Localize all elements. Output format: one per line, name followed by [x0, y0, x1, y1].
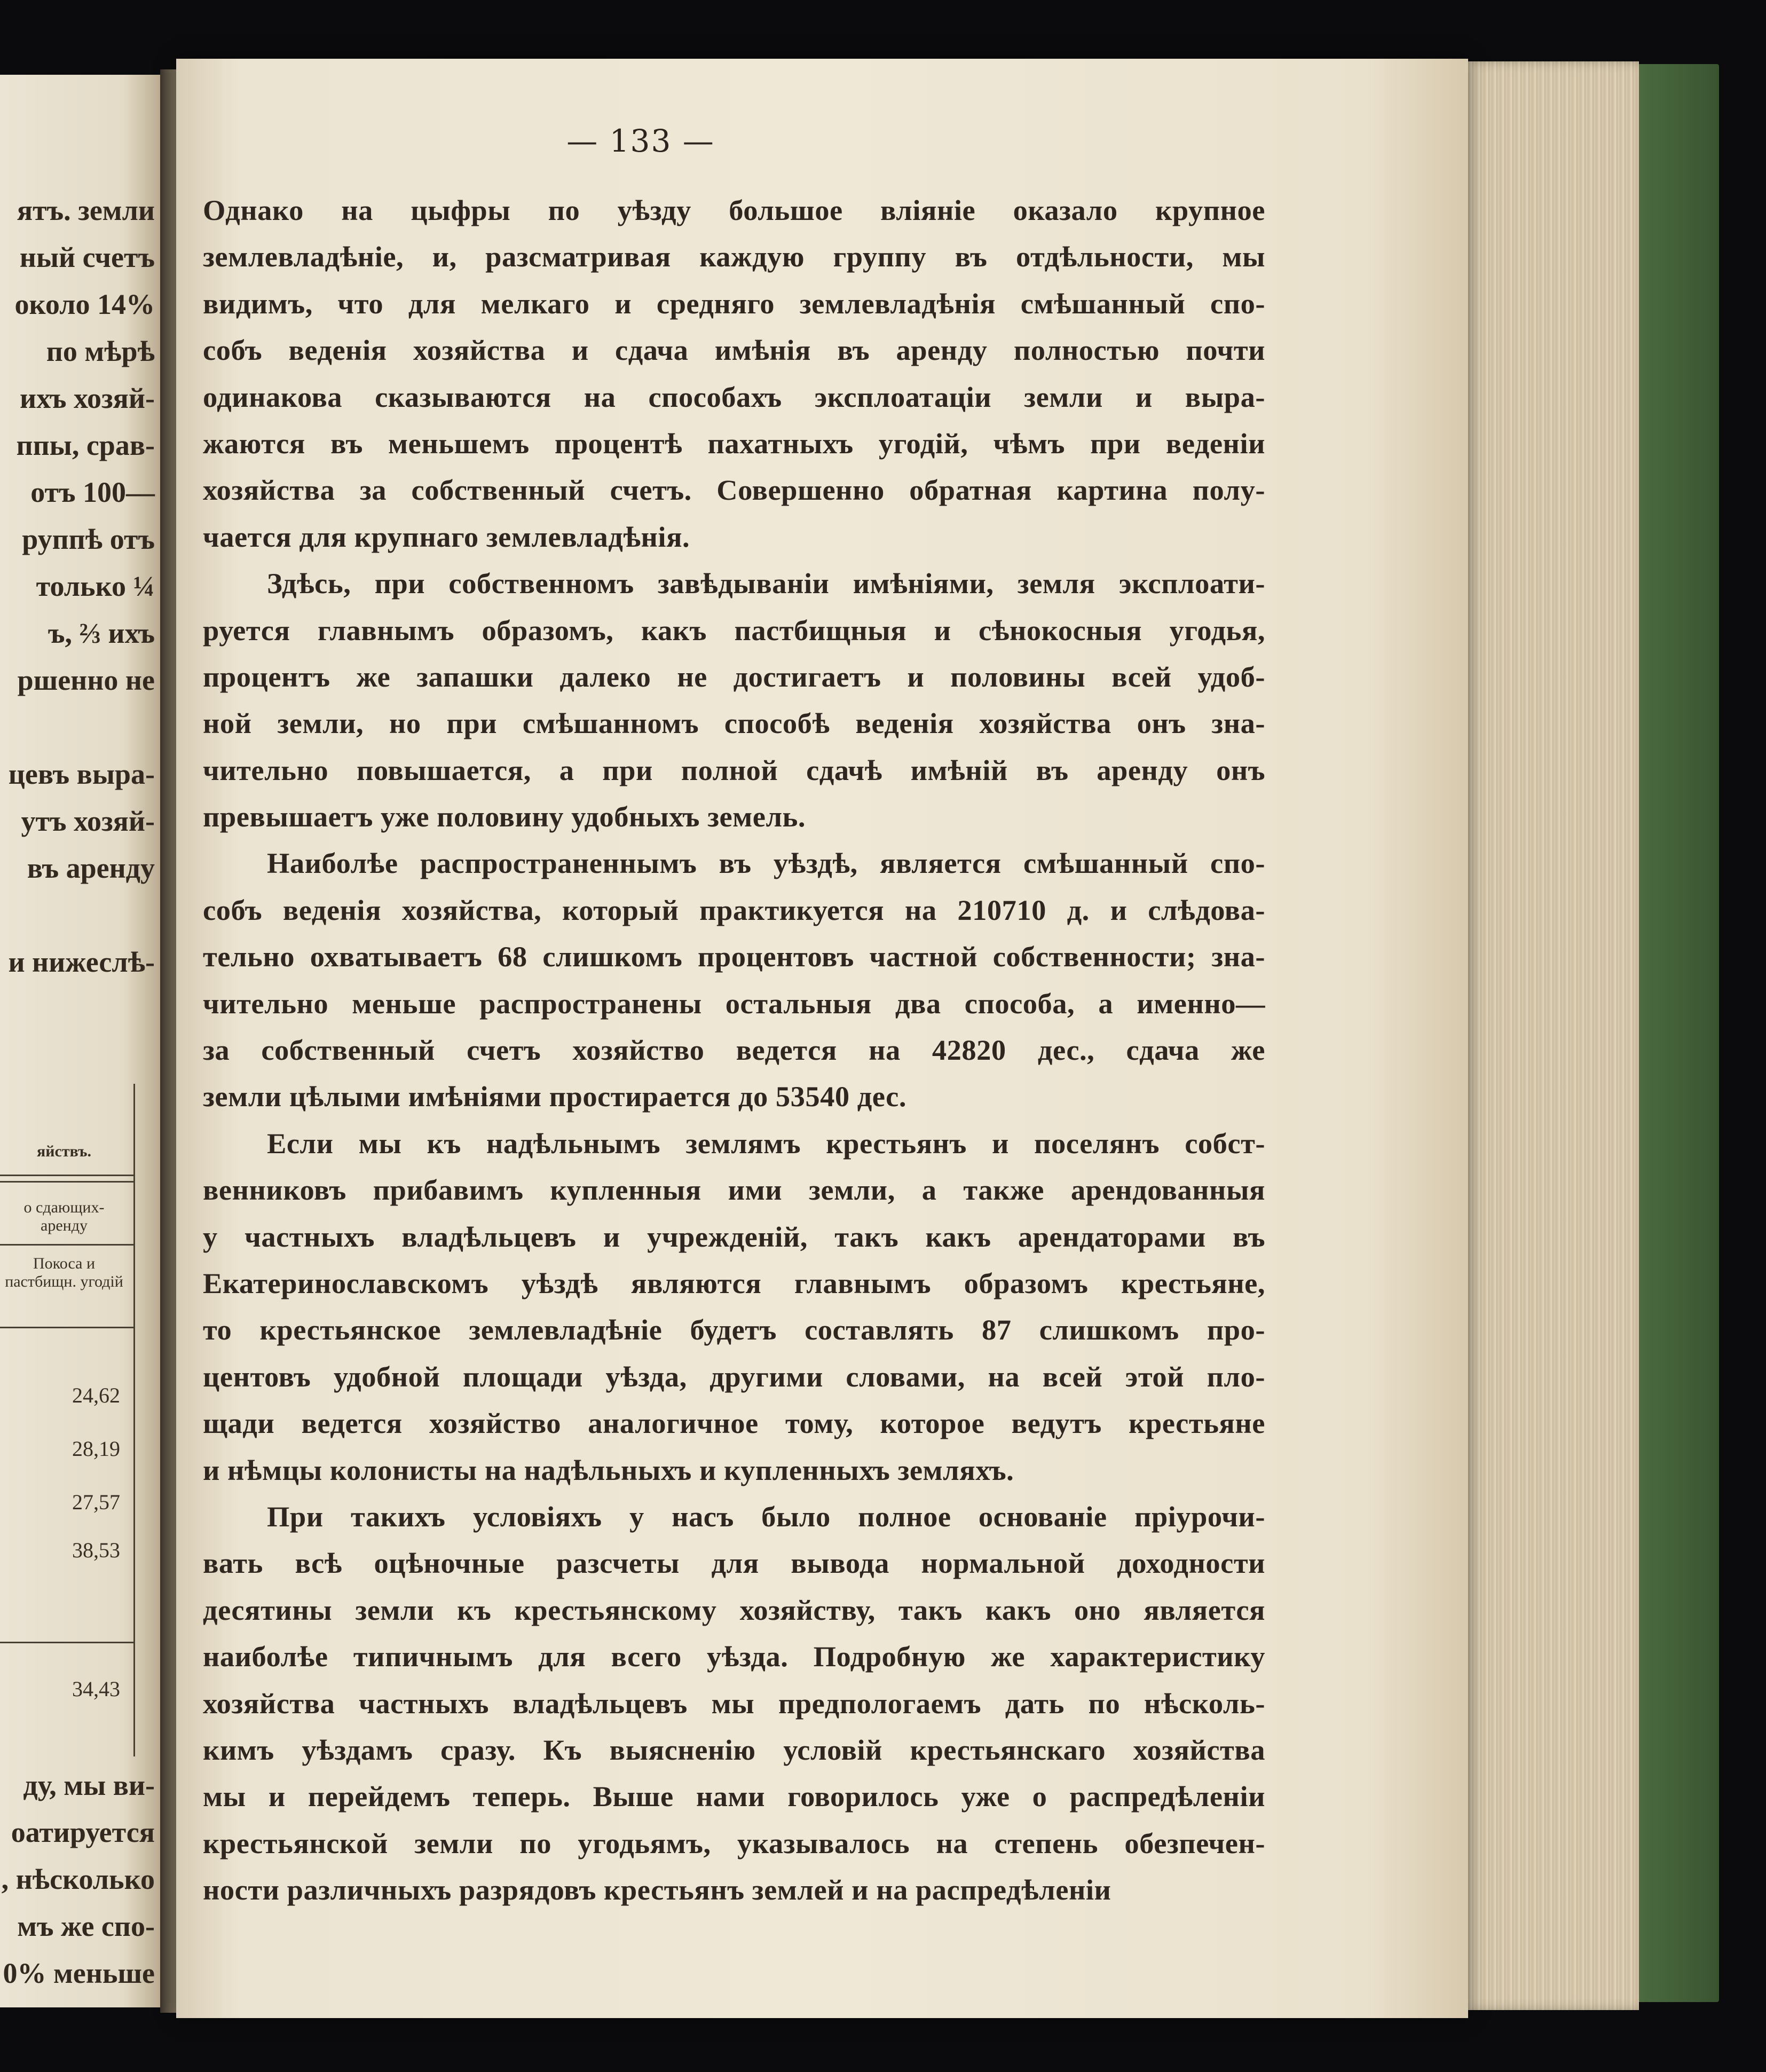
left-text-fragment: ду, мы ви- — [23, 1769, 155, 1801]
text-line: процентъ же запашки далеко не достигаетъ и половины всей удоб- — [203, 660, 1265, 693]
table-value: 34,43 — [72, 1677, 120, 1701]
text-line: за собственный счетъ хозяйство ведется на 42820 дес., сдача же — [203, 1034, 1265, 1067]
text-line: крестьянской земли по угодьямъ, указывалось на степень обезпечен- — [203, 1826, 1265, 1860]
main-page — [176, 59, 1468, 2018]
left-text-fragment: ный счетъ — [19, 241, 155, 273]
left-text-fragment: мъ же спо- — [17, 1910, 155, 1942]
left-text-fragment: отъ 100— — [30, 476, 155, 508]
left-text-fragment: ихъ хозяй- — [20, 382, 155, 414]
body-text — [203, 187, 1265, 1913]
table-sub-col: Покоса и пастбищн. угодій — [5, 1255, 123, 1290]
page-number: — 133 — — [566, 123, 715, 159]
left-page-text-bottom — [0, 1762, 160, 1997]
text-line: мы и перейдемъ теперь. Выше нами говорилось уже о распредѣленіи — [203, 1780, 1265, 1813]
text-line: собъ веденія хозяйства и сдача имѣнія въ аренду полностью почти — [203, 334, 1265, 367]
text-line: Екатеринославскомъ уѣздѣ являются главнымъ образомъ крестьяне, — [203, 1266, 1265, 1299]
left-text-fragment: и нижеслѣ- — [8, 946, 155, 978]
text-line: то крестьянское землевладѣніе будетъ составлять 87 слишкомъ про- — [203, 1313, 1265, 1346]
text-line: щади ведется хозяйство аналогичное тому, которое ведутъ крестьяне — [203, 1407, 1265, 1440]
text-line: собъ веденія хозяйства, который практикуется на 210710 д. и слѣдова- — [203, 893, 1265, 926]
table-value: 38,53 — [72, 1538, 120, 1562]
text-line: При такихъ условіяхъ у насъ было полное основаніе пріурочи- — [267, 1500, 1265, 1533]
text-line: и нѣмцы колонисты на надѣльныхъ и купленныхъ земляхъ. — [203, 1453, 1014, 1486]
text-line: наиболѣе типичнымъ для всего уѣзда. Подробную же характеристику — [203, 1640, 1265, 1673]
table-value: 27,57 — [72, 1490, 120, 1514]
text-line: венниковъ прибавимъ купленныя ими земли, а также арендованныя — [203, 1173, 1265, 1207]
text-line: у частныхъ владѣльцевъ и учрежденій, такъ какъ арендаторами въ — [203, 1220, 1265, 1253]
left-page-table — [0, 1084, 135, 1756]
left-text-fragment: утъ хозяй- — [21, 805, 155, 837]
text-line: руется главнымъ образомъ, какъ пастбищныя и сѣнокосныя угодья, — [203, 613, 1265, 647]
table-header-col: о сдающих- аренду — [23, 1199, 105, 1234]
table-header-top: яйствъ. — [36, 1143, 91, 1160]
table-value: 28,19 — [72, 1437, 120, 1461]
text-line: превышаетъ уже половину удобныхъ земель. — [203, 800, 806, 833]
text-line: десятины земли къ крестьянскому хозяйству, такъ какъ оно является — [203, 1593, 1265, 1626]
left-text-fragment: ппы, срав- — [16, 429, 155, 461]
text-line: землевладѣніе, и, разсматривая каждую группу въ отдѣльности, мы — [203, 240, 1265, 273]
text-line: Здѣсь, при собственномъ завѣдываніи имѣніями, земля эксплоати- — [267, 567, 1265, 600]
left-text-fragment: въ аренду — [27, 852, 155, 884]
left-text-fragment — [0, 704, 160, 751]
text-line: Если мы къ надѣльнымъ землямъ крестьянъ и поселянъ собст- — [267, 1126, 1265, 1160]
text-line: чительно меньше распространены остальныя два способа, а именно— — [203, 987, 1265, 1020]
left-text-fragment: около 14% — [14, 288, 155, 320]
text-line: вать всѣ оцѣночные разсчеты для вывода нормальной доходности — [203, 1547, 1265, 1580]
left-text-fragment: оатируется — [11, 1816, 155, 1848]
text-line: видимъ, что для мелкаго и средняго землевладѣнія смѣшанный спо- — [203, 287, 1265, 320]
left-text-fragment: цевъ выра- — [8, 758, 155, 790]
left-text-fragment: по мѣрѣ — [46, 335, 155, 367]
text-line: Наиболѣе распространеннымъ въ уѣздѣ, является смѣшанный спо- — [267, 847, 1265, 880]
left-page-text-top — [0, 187, 160, 986]
left-text-fragment: ршенно не — [17, 664, 155, 696]
text-line: кимъ уѣздамъ сразу. Къ выясненію условій крестьянскаго хозяйства — [203, 1733, 1265, 1766]
left-page — [0, 75, 176, 2007]
text-line: ной земли, но при смѣшанномъ способѣ веденія хозяйства онъ зна- — [203, 707, 1265, 740]
text-line: одинакова сказываются на способахъ эксплоатаціи земли и выра- — [203, 380, 1265, 413]
left-text-fragment: , нѣсколько — [1, 1863, 155, 1895]
left-text-fragment: только ¼ — [36, 570, 155, 602]
text-line: ности различныхъ разрядовъ крестьянъ землей и на распредѣленіи — [203, 1873, 1111, 1906]
text-line: центовъ удобной площади уѣзда, другими словами, на всей этой пло- — [203, 1360, 1265, 1393]
left-text-fragment: руппѣ отъ — [22, 523, 155, 555]
text-line: жаются въ меньшемъ процентѣ пахатныхъ угодій, чѣмъ при веденіи — [203, 427, 1265, 460]
text-line: тельно охватываетъ 68 слишкомъ процентовъ частной собственности; зна- — [203, 940, 1265, 973]
left-text-fragment: 0% меньше — [3, 1957, 155, 1989]
text-line: хозяйства частныхъ владѣльцевъ мы предпологаемъ дать по нѣсколь- — [203, 1687, 1265, 1720]
text-line: Однако на цыфры по уѣзду большое вліяніе оказало крупное — [203, 194, 1265, 226]
left-text-fragment: ъ, ⅔ ихъ — [48, 617, 155, 649]
left-text-fragment: ятъ. земли — [17, 194, 155, 226]
text-line: чительно повышается, а при полной сдачѣ имѣній въ аренду онъ — [203, 753, 1265, 786]
text-line: хозяйства за собственный счетъ. Совершенно обратная картина полу- — [203, 474, 1265, 507]
page-edges — [1457, 61, 1639, 2010]
text-line: чается для крупнаго землевладѣнія. — [203, 520, 690, 553]
text-line: земли цѣлыми имѣніями простирается до 53540 дес. — [203, 1080, 906, 1113]
left-text-fragment — [0, 892, 160, 939]
table-value: 24,62 — [72, 1383, 120, 1407]
